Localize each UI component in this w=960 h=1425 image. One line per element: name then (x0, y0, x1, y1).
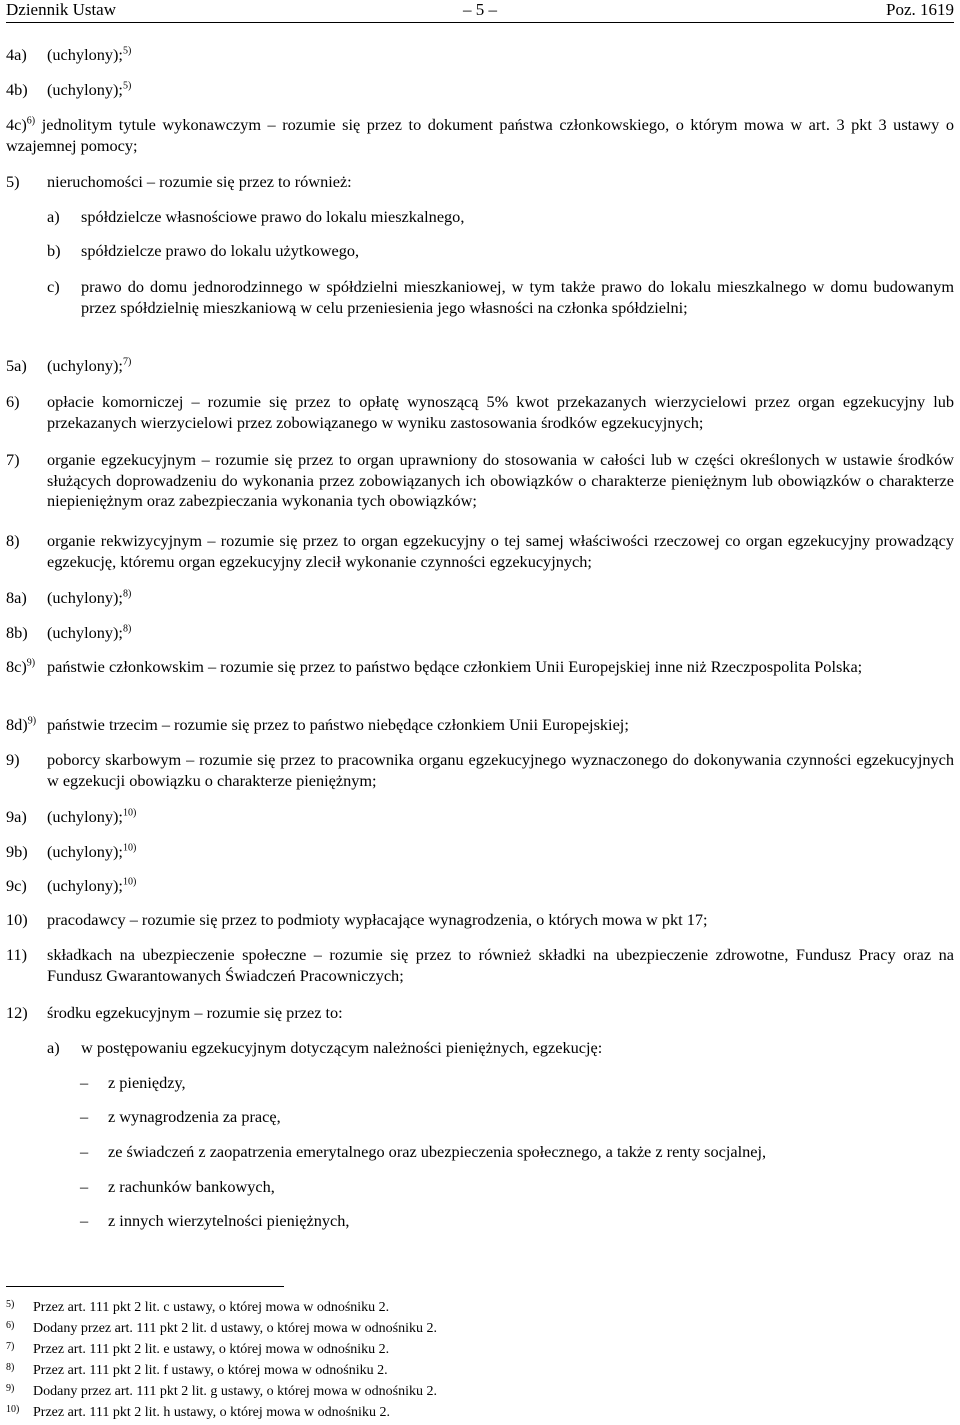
dash-item (80, 1073, 954, 1094)
item-text: (uchylony); (47, 588, 123, 607)
subitem-letter: a) (47, 207, 60, 226)
footnote-ref: 9) (26, 657, 36, 669)
subitem-5c (47, 277, 954, 318)
footnote-ref: 5) (122, 45, 132, 57)
item-text: opłacie komorniczej – rozumie się przez to opłatę wynoszącą 5% kwot przekazanych wierzycielowi przez organ egzekucyjny lub przekazanych wierzycielowi przez zobowiązanego w wyniku zastosowania środków egzekucyjnych; (47, 392, 954, 432)
item-number: 4b) (6, 80, 28, 99)
item-9a (6, 807, 954, 828)
item-number: 8) (6, 531, 20, 550)
item-text: (uchylony); (47, 842, 123, 861)
dash-marker: – (80, 1177, 89, 1196)
footnote-ref: 10) (122, 842, 137, 854)
item-number: 8d) (6, 715, 28, 734)
item-4a (6, 45, 954, 66)
item-text: (uchylony); (47, 80, 123, 99)
item-10 (6, 910, 954, 931)
position-number: Poz. 1619 (886, 0, 954, 19)
item-number: 10) (6, 910, 28, 929)
footnote (6, 1341, 706, 1359)
subitem-5a (47, 207, 954, 228)
footnote-ref: 10) (122, 807, 137, 819)
subitem-text: spółdzielcze własnościowe prawo do lokalu mieszkalnego, (81, 207, 465, 226)
subitem-letter: a) (47, 1038, 60, 1057)
dash-item (80, 1211, 954, 1232)
item-8 (6, 531, 954, 572)
subitem-text: prawo do domu jednorodzinnego w spółdzielni mieszkaniowej, w tym także prawo do lokalu mieszkalnego w domu budowanym przez spółdzielnię mieszkaniową w celu przeniesienia jego własności na członka spółdzielni; (81, 277, 954, 317)
dash-text: z rachunków bankowych, (108, 1177, 275, 1196)
item-text: państwie członkowskim – rozumie się przez to państwo będące członkiem Unii Europejskiej inne niż Rzeczpospolita Polska; (47, 657, 863, 676)
page-header (6, 0, 954, 22)
footnote-ref: 8) (122, 588, 132, 600)
item-9b (6, 842, 954, 863)
footnote-ref: 6) (26, 115, 36, 127)
footnote (6, 1362, 706, 1380)
footnote (6, 1299, 706, 1317)
item-number: 9b) (6, 842, 28, 861)
item-number: 6) (6, 392, 20, 411)
item-number: 8b) (6, 623, 28, 642)
item-8b (6, 623, 954, 644)
item-text: (uchylony); (47, 623, 123, 642)
item-4c (6, 115, 954, 156)
footnote-text: Dodany przez art. 111 pkt 2 lit. d ustawy, o której mowa w odnośniku 2. (33, 1321, 437, 1336)
item-text: (uchylony); (47, 807, 123, 826)
item-4b (6, 80, 954, 101)
footnote-rule (6, 1286, 284, 1287)
footnote-number: 7) (6, 1341, 15, 1352)
footnote-text: Przez art. 111 pkt 2 lit. f ustawy, o której mowa w odnośniku 2. (33, 1363, 388, 1378)
footnote-text: Dodany przez art. 111 pkt 2 lit. g ustawy, o której mowa w odnośniku 2. (33, 1384, 437, 1399)
item-5 (6, 172, 954, 193)
footnote-number: 6) (6, 1320, 15, 1331)
item-8c (6, 657, 954, 678)
footnote-text: Przez art. 111 pkt 2 lit. h ustawy, o której mowa w odnośniku 2. (33, 1405, 390, 1420)
footnote-number: 5) (6, 1299, 15, 1310)
item-text: środku egzekucyjnym – rozumie się przez to: (47, 1003, 343, 1022)
subitem-text: spółdzielcze prawo do lokalu użytkowego, (81, 241, 360, 260)
footnote (6, 1320, 706, 1338)
footnote-text: Przez art. 111 pkt 2 lit. c ustawy, o której mowa w odnośniku 2. (33, 1300, 390, 1315)
dash-marker: – (80, 1073, 89, 1092)
item-text: (uchylony); (47, 876, 123, 895)
item-number: 7) (6, 450, 20, 469)
item-text: poborcy skarbowym – rozumie się przez to pracownika organu egzekucyjnego wyznaczonego do dokonywania czynności egzekucyjnych w egzekucji obowiązku o charakterze pieniężnym; (47, 750, 954, 790)
dash-text: z wynagrodzenia za pracę, (108, 1107, 281, 1126)
dash-item (80, 1107, 954, 1128)
dash-marker: – (80, 1142, 89, 1161)
item-12 (6, 1003, 954, 1024)
dash-text: z innych wierzytelności pieniężnych, (108, 1211, 350, 1230)
page-number: – 5 – (463, 0, 497, 19)
footnote-number: 8) (6, 1362, 15, 1373)
journal-title: Dziennik Ustaw (6, 0, 117, 19)
header-rule (6, 22, 954, 23)
item-number: 5a) (6, 356, 27, 375)
dash-item (80, 1177, 954, 1198)
footnote-ref: 9) (27, 715, 37, 727)
item-11 (6, 945, 954, 986)
subitem-5b (47, 241, 954, 262)
subitem-text: w postępowaniu egzekucyjnym dotyczącym należności pieniężnych, egzekucję: (81, 1038, 603, 1057)
item-7 (6, 450, 954, 512)
subitem-12a (47, 1038, 954, 1059)
item-9c (6, 876, 954, 897)
item-number: 12) (6, 1003, 28, 1022)
footnote (6, 1383, 706, 1401)
footnote-number: 10) (6, 1404, 20, 1415)
item-text: składkach na ubezpieczenie społeczne – rozumie się przez to również składki na ubezpieczenie zdrowotne, Fundusz Pracy oraz na Fundusz Gwarantowanych Świadczeń Pracowniczych; (47, 945, 954, 985)
item-number: 5) (6, 172, 20, 191)
item-9 (6, 750, 954, 791)
item-5a (6, 356, 954, 377)
dash-text: z pieniędzy, (108, 1073, 186, 1092)
footnote-text: Przez art. 111 pkt 2 lit. e ustawy, o której mowa w odnośniku 2. (33, 1342, 390, 1357)
subitem-letter: c) (47, 277, 60, 296)
footnote (6, 1404, 706, 1422)
item-text: państwie trzecim – rozumie się przez to państwo niebędące członkiem Unii Europejskiej; (47, 715, 629, 734)
footnote-ref: 8) (122, 623, 132, 635)
item-number: 9a) (6, 807, 27, 826)
item-text: pracodawcy – rozumie się przez to podmioty wypłacające wynagrodzenia, o których mowa w pkt 17; (47, 910, 708, 929)
item-number: 4c) (6, 115, 27, 134)
dash-marker: – (80, 1211, 89, 1230)
subitem-letter: b) (47, 241, 61, 260)
item-text: organie rekwizycyjnym – rozumie się przez to organ egzekucyjny o tej samej właściwości rzeczowej co organ egzekucyjny prowadzący egzekucję, któremu organ egzekucyjny zlecił wykonanie czynności egzekucyjnych; (47, 531, 954, 571)
dash-marker: – (80, 1107, 89, 1126)
footnote-ref: 7) (122, 356, 132, 368)
item-number: 11) (6, 945, 28, 964)
item-number: 4a) (6, 45, 27, 64)
item-number: 9) (6, 750, 20, 769)
item-number: 9c) (6, 876, 27, 895)
item-text: (uchylony); (47, 45, 123, 64)
item-text: (uchylony); (47, 356, 123, 375)
item-text: organie egzekucyjnym – rozumie się przez to organ uprawniony do stosowania w całości lub w części określonych w ustawie środków służących doprowadzeniu do wykonania przez zobowiązanych ich obowiązków o charakterze pieniężnym lub obowiązków o charakterze niepieniężnym oraz zabezpieczania wykonania tych obowiązków; (47, 450, 954, 510)
footnote-number: 9) (6, 1383, 15, 1394)
dash-item (80, 1142, 954, 1163)
item-8d (6, 715, 954, 736)
item-number: 8c) (6, 657, 27, 676)
item-text: nieruchomości – rozumie się przez to również: (47, 172, 352, 191)
item-8a (6, 588, 954, 609)
dash-text: ze świadczeń z zaopatrzenia emerytalnego oraz ubezpieczenia społecznego, a także z renty socjalnej, (108, 1142, 767, 1161)
item-text: jednolitym tytule wykonawczym – rozumie się przez to dokument państwa członkowskiego, o którym mowa w art. 3 pkt 3 ustawy o wzajemnej pomocy; (6, 115, 954, 155)
footnote-ref: 5) (122, 80, 132, 92)
item-6 (6, 392, 954, 433)
footnote-ref: 10) (122, 876, 137, 888)
item-number: 8a) (6, 588, 27, 607)
